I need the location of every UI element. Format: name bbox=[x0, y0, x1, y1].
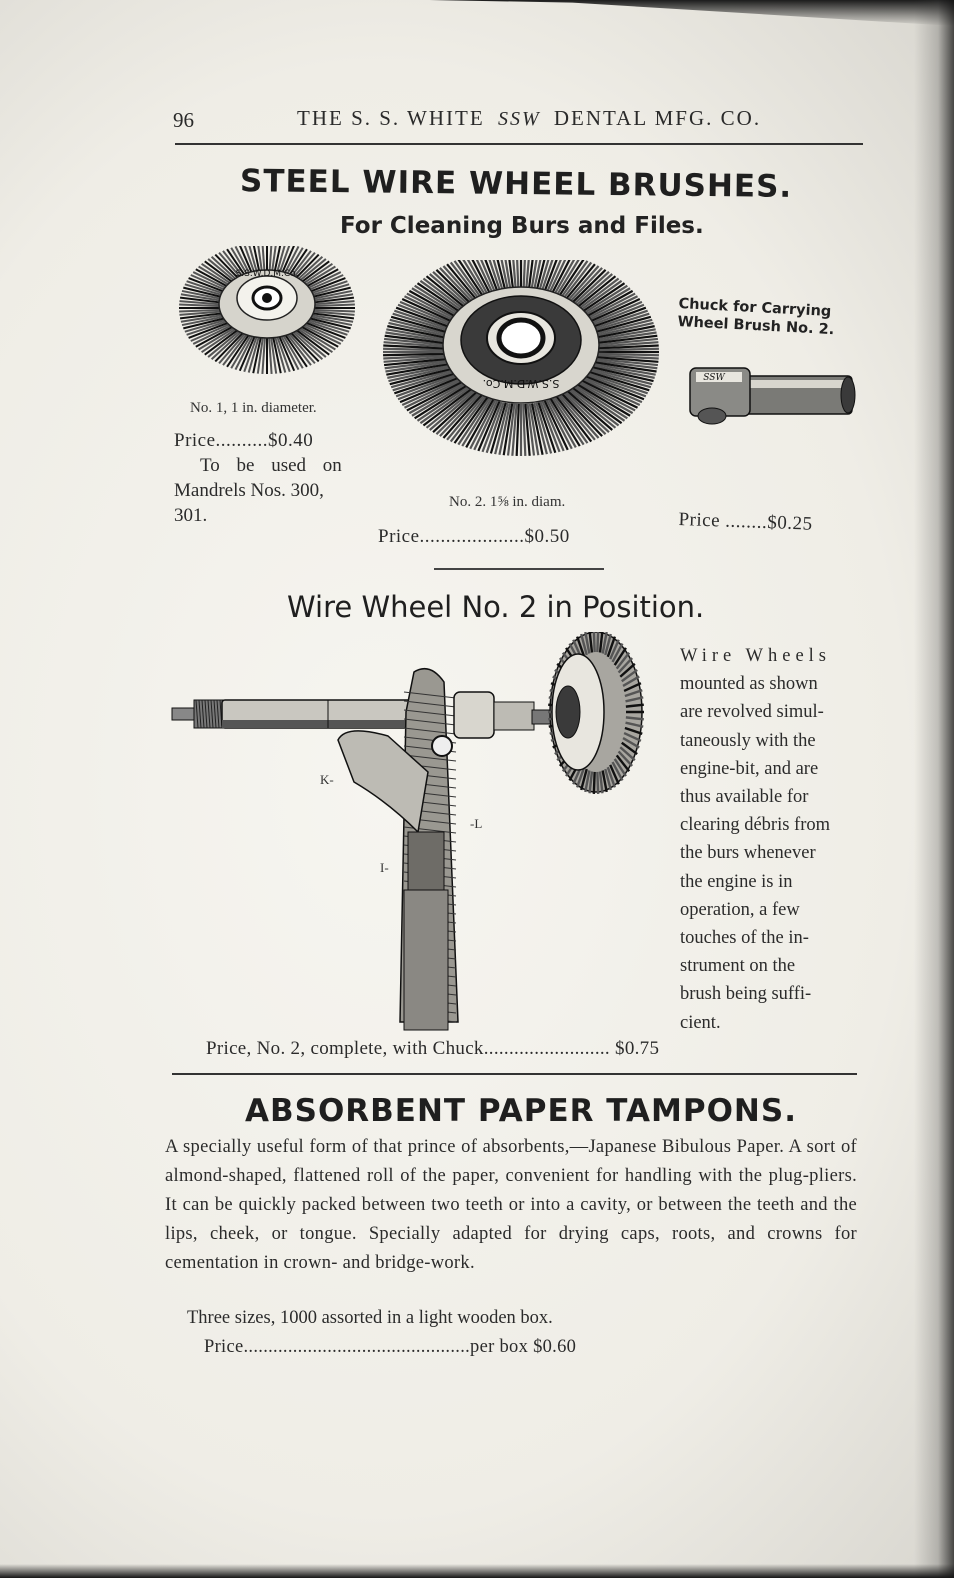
chuck-price: Price ........$0.25 bbox=[678, 508, 813, 535]
bristle-stroke bbox=[597, 632, 598, 652]
monogram-logo: SSW bbox=[497, 108, 541, 130]
brush-no1-note-line3: 301. bbox=[174, 505, 208, 526]
label-k: K- bbox=[320, 772, 334, 787]
brush-no1-note-line2: Mandrels Nos. 300, bbox=[174, 480, 324, 501]
wire-desc-line-13: brush being suffi- bbox=[680, 984, 812, 1005]
section-subtitle-steel-brushes: For Cleaning Burs and Files. bbox=[340, 213, 704, 239]
wire-desc-line-14: cient. bbox=[680, 1012, 721, 1033]
bristle-stroke bbox=[594, 632, 595, 652]
section-title-tampons: ABSORBENT PAPER TAMPONS. bbox=[245, 1093, 797, 1129]
tampons-description: A specially useful form of that prince of absorbents,—Japanese Bibulous Paper. A sort of almond-shaped, flattened roll of the paper, convenient for handling with the plug-pliers. It can be quickly packed between two teeth or into a cavity, or between the teeth and the lips, cheek, or tongue. Specially adapted for drying caps, roots, and crowns for cementation in crown- and bridge-work. bbox=[165, 1137, 857, 1273]
brush-no2-illustration bbox=[380, 260, 662, 482]
tampons-price: Price..............................................per box $0.60 bbox=[204, 1337, 577, 1357]
wire-desc-line-9: the engine is in bbox=[680, 871, 793, 892]
running-head bbox=[297, 106, 761, 131]
brush-no1-illustration bbox=[176, 246, 358, 388]
section-rule bbox=[172, 1073, 857, 1075]
brush-no1-caption: No. 1, 1 in. diameter. bbox=[190, 400, 317, 416]
page-number: 96 bbox=[173, 108, 194, 132]
page-shadow-right bbox=[914, 0, 954, 1578]
wire-desc-line-1: Wire Wheels bbox=[680, 646, 831, 666]
wire-desc-line-11: touches of the in- bbox=[680, 928, 809, 949]
wire-desc-line-3: are revolved simul- bbox=[680, 702, 824, 723]
wire-desc-line-12: strument on the bbox=[680, 956, 796, 977]
bristle-stroke bbox=[597, 772, 598, 794]
wire-wheel-description bbox=[680, 642, 858, 1037]
section-title-steel-brushes: STEEL WIRE WHEEL BRUSHES. bbox=[239, 163, 793, 205]
section-title-wire-wheel: Wire Wheel No. 2 in Position. bbox=[287, 590, 705, 624]
running-head-left: THE S. S. WHITE bbox=[297, 106, 485, 130]
brush-no2-caption: No. 2. 1⅝ in. diam. bbox=[449, 494, 566, 510]
chuck-illustration bbox=[682, 358, 858, 430]
wire-desc-line-8: the burs whenever bbox=[680, 843, 816, 864]
chuck-stamp: SSW bbox=[703, 373, 725, 383]
wire-desc-line-10: operation, a few bbox=[680, 899, 800, 920]
running-head-right: DENTAL MFG. CO. bbox=[553, 106, 762, 130]
bristle-stroke bbox=[594, 772, 595, 794]
wire-wheel-in-position-illustration bbox=[168, 632, 646, 1032]
header-rule bbox=[175, 143, 863, 145]
wire-desc-line-5: engine-bit, and are bbox=[680, 758, 819, 779]
brush-no1-note-line1: To be used on bbox=[200, 455, 342, 476]
brush-no2-price: Price....................$0.50 bbox=[378, 526, 570, 547]
wire-desc-line-4: taneously with the bbox=[680, 730, 816, 751]
label-l: -L bbox=[470, 816, 483, 831]
wire-desc-line-2: mounted as shown bbox=[680, 674, 818, 695]
chuck-caption-line2: Wheel Brush No. 2. bbox=[677, 313, 835, 339]
wire-wheel-price: Price, No. 2, complete, with Chuck......................... $0.75 bbox=[206, 1038, 660, 1059]
brush-no1-price: Price..........$0.40 bbox=[174, 430, 314, 451]
chuck-caption-line1: Chuck for Carrying bbox=[678, 295, 832, 320]
brush-no1-stamp: S.S.W.D.M.Co. bbox=[235, 269, 299, 279]
wire-desc-line-6: thus available for bbox=[680, 787, 809, 808]
tampons-sizes: Three sizes, 1000 assorted in a light wooden box. bbox=[187, 1308, 553, 1328]
separator-rule bbox=[434, 568, 604, 570]
page-shadow-bottom bbox=[0, 1564, 954, 1578]
label-i: I- bbox=[380, 860, 389, 875]
wire-desc-line-7: clearing débris from bbox=[680, 815, 830, 836]
brush-no2-stamp: S.S.W.D.M.Co. bbox=[482, 377, 560, 390]
